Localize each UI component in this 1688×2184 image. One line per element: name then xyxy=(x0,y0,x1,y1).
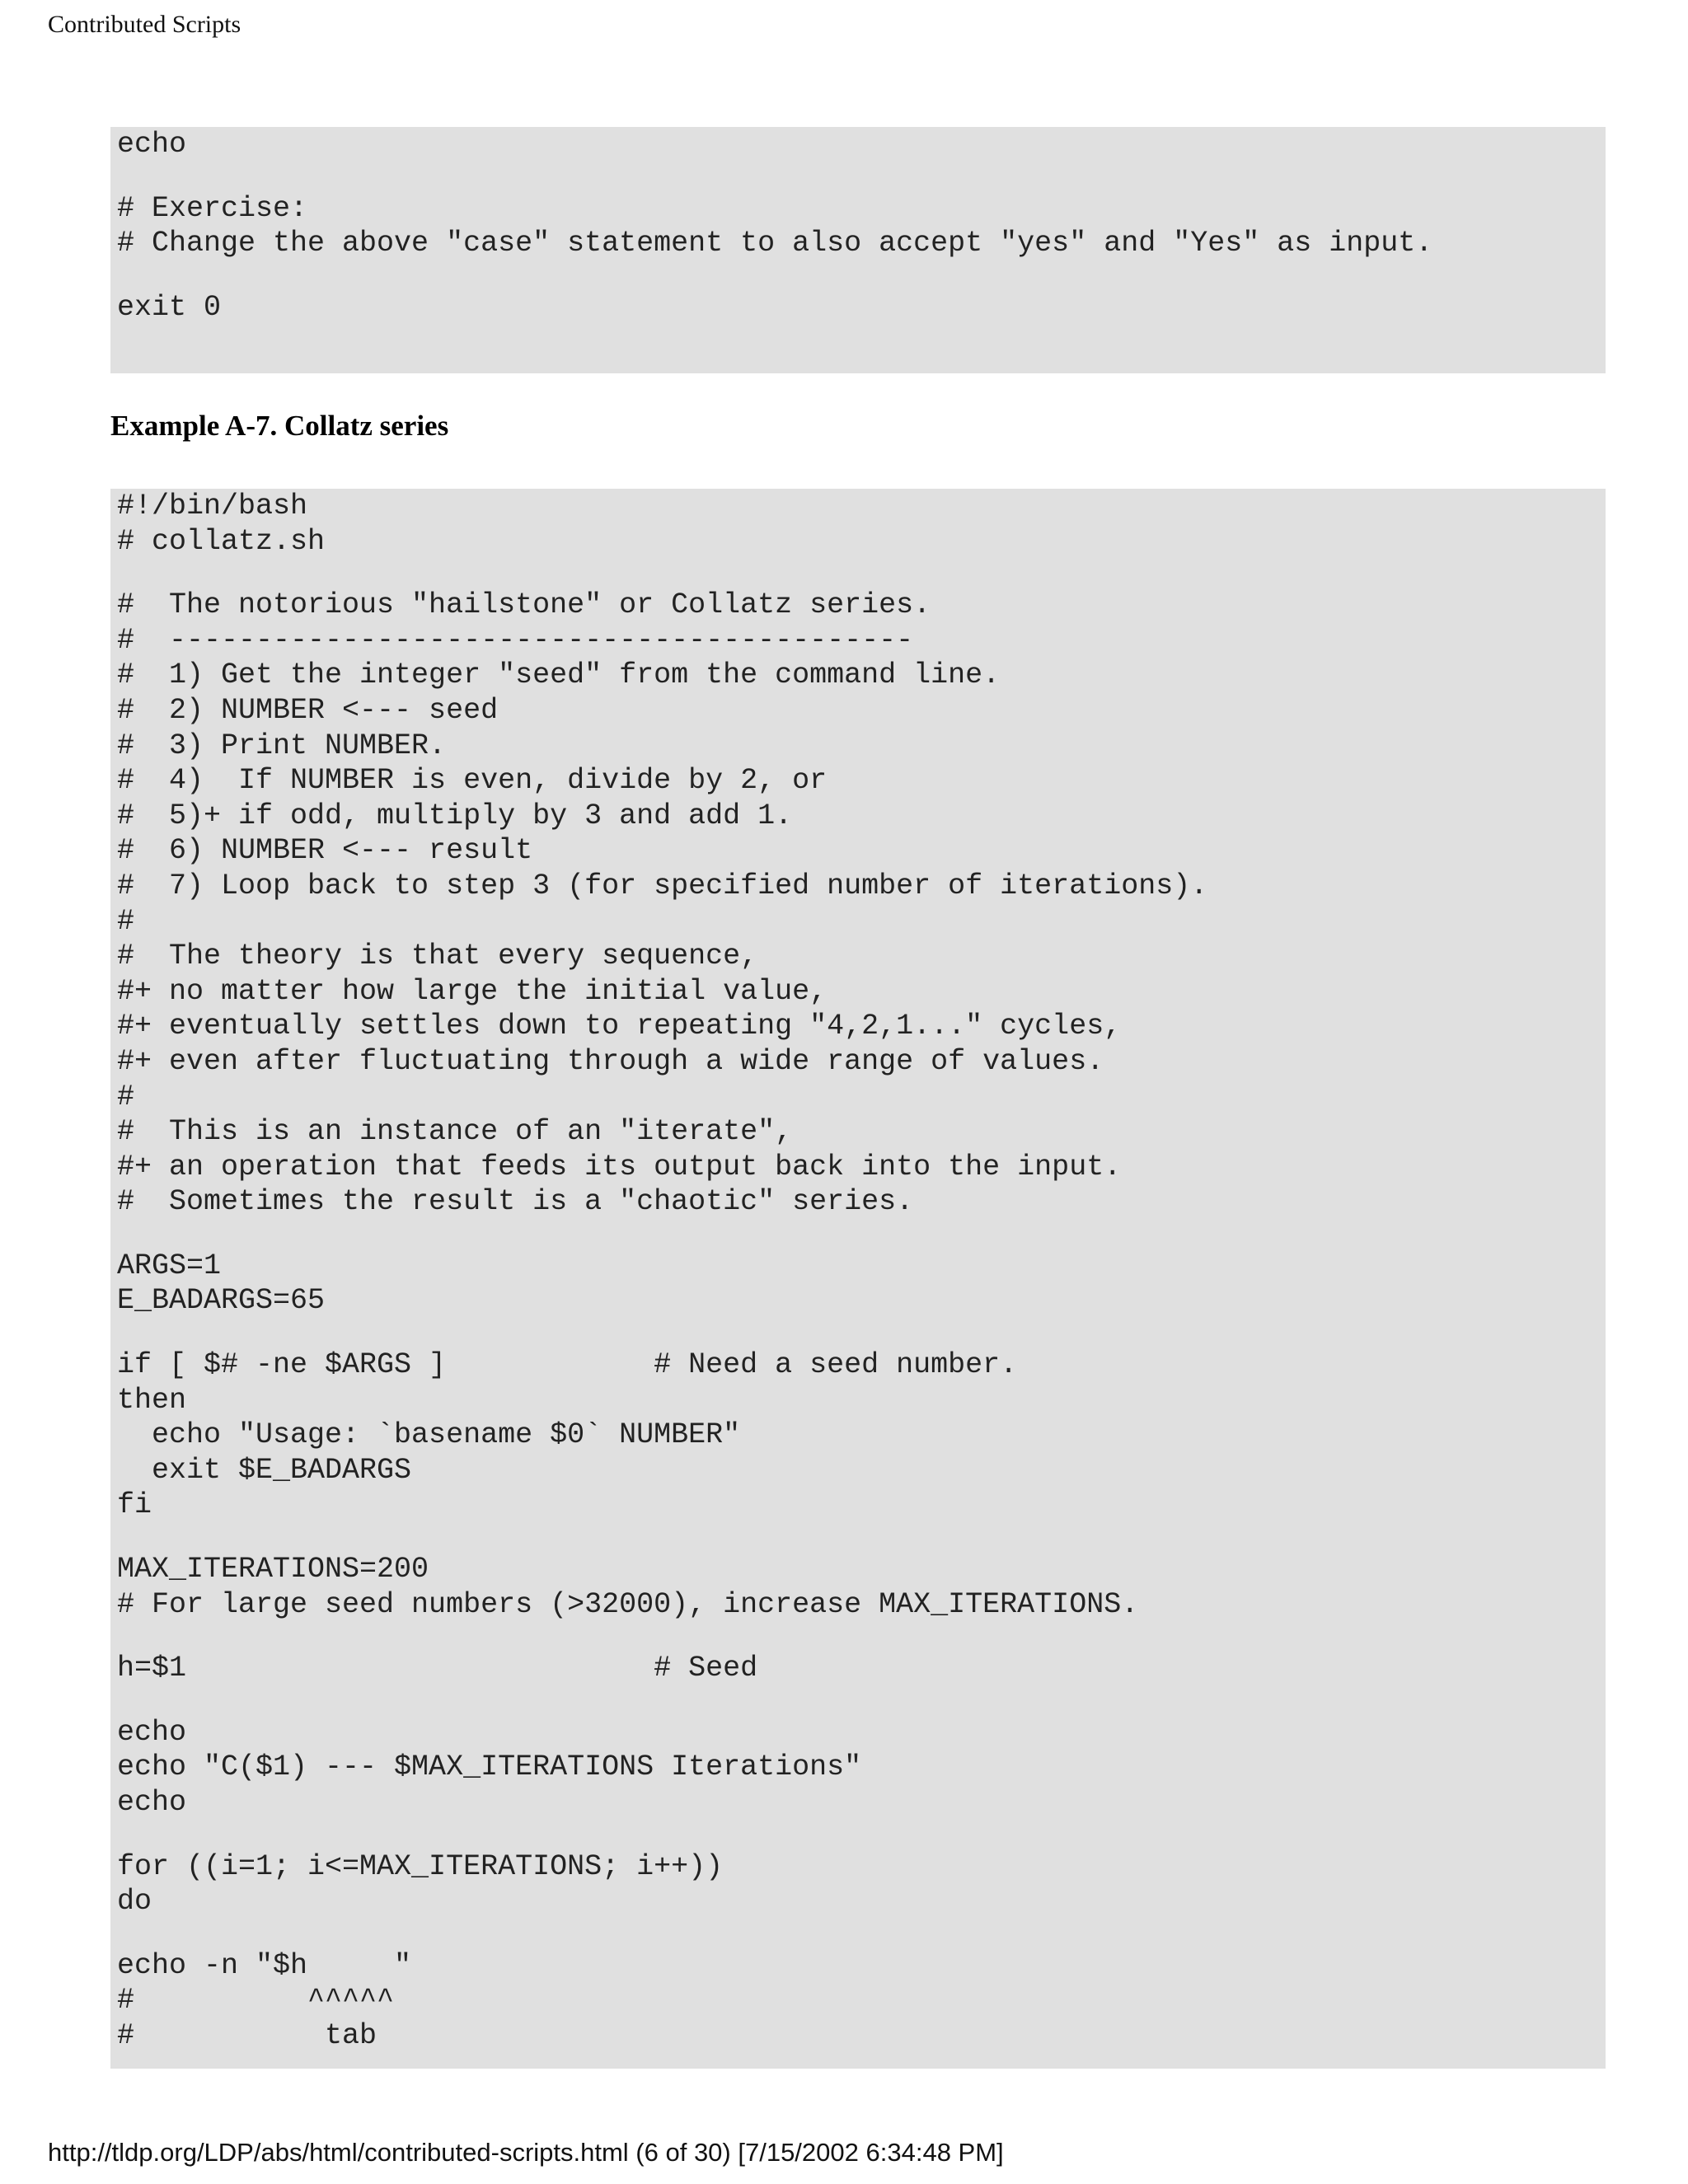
code-line: echo "C($1) --- $MAX_ITERATIONS Iterations" xyxy=(117,1750,862,1784)
code-line: for ((i=1; i<=MAX_ITERATIONS; i++)) xyxy=(117,1849,724,1883)
code-line: echo -n "$h " xyxy=(117,1948,412,1982)
code-line: if [ $# -ne $ARGS ] # Need a seed number. xyxy=(117,1348,1018,1382)
code-line: #+ even after fluctuating through a wide range of values. xyxy=(117,1044,1104,1078)
code-line: exit $E_BADARGS xyxy=(117,1453,412,1487)
code-blank-line xyxy=(117,1220,1599,1249)
code-blank-line xyxy=(117,1919,1599,1948)
code-line: # collatz.sh xyxy=(117,524,326,558)
code-line: # The notorious "hailstone" or Collatz series. xyxy=(117,588,931,622)
code-line: # 1) Get the integer "seed" from the command line. xyxy=(117,658,1001,692)
code-line: # For large seed numbers (>32000), increase MAX_ITERATIONS. xyxy=(117,1587,1139,1621)
code-line: h=$1 # Seed xyxy=(117,1652,758,1685)
code-line: echo "Usage: `basename $0` NUMBER" xyxy=(117,1418,741,1452)
code-line: exit 0 xyxy=(117,290,222,324)
code-line: echo xyxy=(117,128,187,161)
code-blank-line xyxy=(117,1686,1599,1715)
code-line: #+ no matter how large the initial value, xyxy=(117,974,828,1008)
code-line: # The theory is that every sequence, xyxy=(117,940,758,973)
code-line: # 5)+ if odd, multiply by 3 and add 1. xyxy=(117,799,793,832)
code-line: E_BADARGS=65 xyxy=(117,1284,326,1318)
code-line: # tab xyxy=(117,2018,377,2052)
code-line: # This is an instance of an "iterate", xyxy=(117,1115,793,1149)
code-line: ARGS=1 xyxy=(117,1249,222,1282)
code-blank-line xyxy=(117,261,1599,290)
code-block-exercise xyxy=(110,127,1606,373)
code-blank-line xyxy=(117,1523,1599,1552)
code-line: then xyxy=(117,1383,187,1417)
page-footer-url: http://tldp.org/LDP/abs/html/contributed-scripts.html (6 of 30) [7/15/2002 6:34:48 PM] xyxy=(48,2138,1004,2167)
page-header-title: Contributed Scripts xyxy=(48,11,241,38)
code-blank-line xyxy=(117,162,1599,191)
code-line: # 3) Print NUMBER. xyxy=(117,729,447,762)
example-title: Example A-7. Collatz series xyxy=(110,410,449,442)
code-line: # 6) NUMBER <--- result xyxy=(117,834,533,868)
code-line: # ^^^^^ xyxy=(117,1984,395,2018)
code-line: #!/bin/bash xyxy=(117,490,308,523)
code-line: #+ eventually settles down to repeating "4,2,1..." cycles, xyxy=(117,1010,1122,1043)
code-line: #+ an operation that feeds its output back into the input. xyxy=(117,1150,1122,1183)
code-blank-line xyxy=(117,1622,1599,1651)
code-listing xyxy=(117,127,1599,325)
code-listing xyxy=(117,489,1599,2054)
code-line: echo xyxy=(117,1786,187,1819)
code-line: MAX_ITERATIONS=200 xyxy=(117,1553,429,1586)
code-line: # Exercise: xyxy=(117,191,308,225)
code-line: # ------------------------------------------- xyxy=(117,623,914,657)
code-block-collatz xyxy=(110,489,1606,2069)
code-line: do xyxy=(117,1885,152,1919)
code-line: # 7) Loop back to step 3 (for specified number of iterations). xyxy=(117,869,1208,902)
code-line: # Change the above "case" statement to also accept "yes" and "Yes" as input. xyxy=(117,227,1433,260)
code-line: # 2) NUMBER <--- seed xyxy=(117,693,499,727)
code-blank-line xyxy=(117,1821,1599,1849)
code-line: # Sometimes the result is a "chaotic" series. xyxy=(117,1185,914,1219)
code-blank-line xyxy=(117,559,1599,588)
code-line: # xyxy=(117,1080,135,1113)
code-line: # xyxy=(117,904,135,938)
code-line: fi xyxy=(117,1488,152,1522)
code-blank-line xyxy=(117,1319,1599,1347)
code-line: # 4) If NUMBER is even, divide by 2, or xyxy=(117,764,828,798)
code-line: echo xyxy=(117,1715,187,1749)
